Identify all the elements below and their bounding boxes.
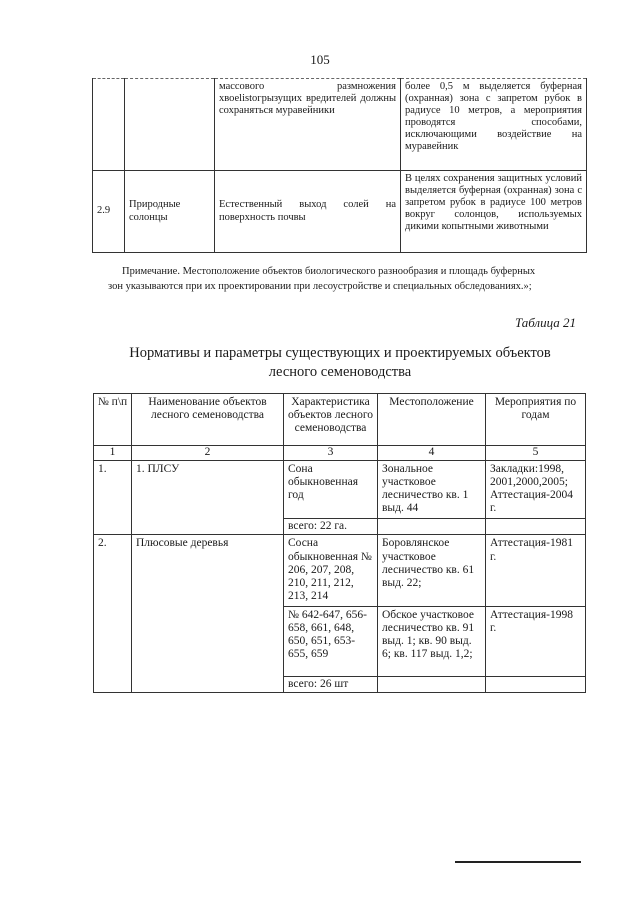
- column-number: 5: [486, 446, 586, 461]
- header-name: Наименование объектов лесного семеноводства: [132, 394, 284, 446]
- header-location: Местоположение: [378, 394, 486, 446]
- column-numbers-row: [94, 446, 586, 461]
- table-row: [94, 460, 586, 518]
- table-title-line: Нормативы и параметры существующих и проектируемых объектов: [129, 345, 551, 361]
- total-cell: всего: 26 шт: [284, 676, 378, 693]
- row-measures-cell: более 0,5 м выделяется буферная (охранная) зона с запретом рубок в радиусе 10 метров, а мероприятия проводятся способами, исключающими воздействие на муравейник: [401, 79, 587, 171]
- footer-rule: [455, 861, 581, 863]
- row-characteristic-cell: массового размножения хвоеlistогрызущих вредителей должны сохраняться муравейники: [215, 79, 401, 171]
- header-num: № п\п: [94, 394, 132, 446]
- row-characteristic-cell: Сосна обыкновенная № 206, 207, 208, 210, 211, 212, 213, 214: [284, 535, 378, 606]
- total-cell: всего: 22 га.: [284, 518, 378, 535]
- note-line: Примечание. Местоположение объектов биологического разнообразия и площадь буферных: [122, 266, 536, 277]
- row-num-cell: 1.: [94, 460, 132, 535]
- table-label: Таблица 21: [514, 315, 576, 330]
- empty-cell: [486, 676, 586, 693]
- row-measures-cell: Закладки:1998, 2001,2000,2005; Аттестация-2004 г.: [486, 460, 586, 518]
- empty-cell: [378, 676, 486, 693]
- note-line: зон указываются при их проектировании при лесоустройстве и специальных обследованиях.»;: [108, 281, 532, 293]
- column-number: 1: [94, 446, 132, 461]
- row-characteristic-cell: № 642-647, 656-658, 661, 648, 650, 651, 653-655, 659: [284, 606, 378, 676]
- row-location-cell: Боровлянское участковое лесничество кв. 61 выд. 22;: [378, 535, 486, 606]
- row-num-cell: [93, 79, 125, 171]
- table-note: [108, 264, 586, 294]
- page-number: 105: [310, 52, 330, 67]
- seed-objects-table: [93, 393, 586, 693]
- table-header-row: [94, 394, 586, 446]
- empty-cell: [378, 518, 486, 535]
- row-characteristic-cell: Сона обыкновенная год: [284, 460, 378, 518]
- row-name-cell: [125, 79, 215, 171]
- table-row: [94, 535, 586, 606]
- row-location-cell: Зональное участковое лесничество кв. 1 выд. 44: [378, 460, 486, 518]
- row-measures-cell: В целях сохранения защитных условий выделяется буферная (охранная) зона с запретом рубок в радиусе 100 метров вокруг солонцов, используемых дикими копытными животными: [401, 171, 587, 253]
- column-number: 2: [132, 446, 284, 461]
- row-name-cell: Природные солонцы: [125, 171, 215, 253]
- row-num-cell: 2.9: [93, 171, 125, 253]
- row-measures-cell: Аттестация-1998 г.: [486, 606, 586, 676]
- row-num-cell: 2.: [94, 535, 132, 693]
- row-location-cell: Обское участковое лесничество кв. 91 выд. 1; кв. 90 выд. 6; кв. 117 выд. 1,2;: [378, 606, 486, 676]
- empty-cell: [486, 518, 586, 535]
- row-measures-cell: Аттестация-1981 г.: [486, 535, 586, 606]
- row-characteristic-cell: Естественный выход солей на поверхность почвы: [215, 171, 401, 253]
- row-name-cell: Плюсовые деревья: [132, 535, 284, 693]
- table-row: [93, 171, 587, 253]
- header-characteristic: Характеристика объектов лесного семеноводства: [284, 394, 378, 446]
- table-title: [100, 344, 580, 382]
- table-title-line: лесного семеноводства: [268, 363, 412, 380]
- continued-table: [92, 78, 587, 253]
- header-measures: Мероприятия по годам: [486, 394, 586, 446]
- column-number: 4: [378, 446, 486, 461]
- column-number: 3: [284, 446, 378, 461]
- table-row: [93, 79, 587, 171]
- row-name-cell: 1. ПЛСУ: [132, 460, 284, 535]
